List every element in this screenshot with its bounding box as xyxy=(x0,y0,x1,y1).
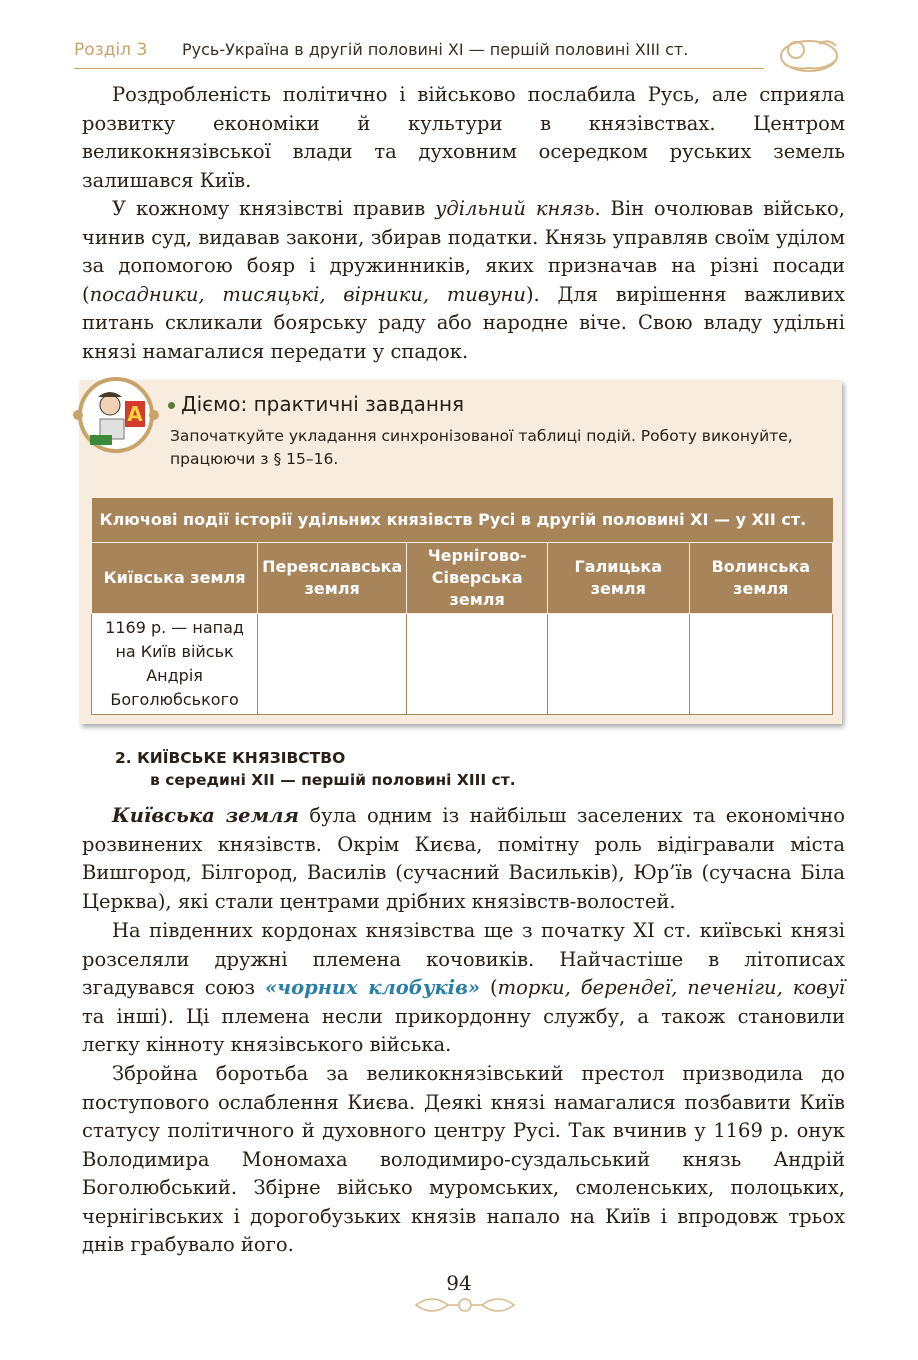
svg-text:А: А xyxy=(127,402,143,426)
practical-task-title: Діємо: практичні завдання xyxy=(168,392,464,416)
table-row xyxy=(92,614,833,715)
section-subtitle: в середині XII — першій половині XIII ст. xyxy=(150,771,516,789)
chapter-title: Русь-Україна в другій половині XI — першій половині XIII ст. xyxy=(182,40,689,59)
term-tribes: торки, берендеї, печеніги, ковуї xyxy=(497,976,845,999)
running-header xyxy=(74,38,844,70)
table-caption: Ключові події історії удільних князівств Русі в другій половині XI — у XII ст. xyxy=(92,498,833,543)
column-header-volyn: Волинська земля xyxy=(689,543,832,614)
section-title: 2. КИЇВСЬКЕ КНЯЗІВСТВО xyxy=(115,749,346,767)
chapter-label: Розділ 3 xyxy=(74,40,148,60)
footer-ornament-icon xyxy=(412,1290,518,1320)
synchronized-events-table xyxy=(91,498,833,715)
column-header-halych: Галицька земля xyxy=(548,543,690,614)
column-header-chernihiv-siverskyi: Чернігово-Сіверська земля xyxy=(407,543,548,614)
practical-task-badge-icon xyxy=(70,375,162,457)
table-cell: 1169 р. — напад на Київ військ Андрія Боголюбського xyxy=(92,614,258,715)
paragraph-appanage-prince: У кожному князівстві правив удільний князь. Він очолював військо, чинив суд, видавав закони, збирав податки. Князь управляв своїм уділом за допомогою бояр і дружинників, яких призначав на різні посади (посадники, тисяцькі, вірники, тивуни). Для вирішення важливих питань скликали боярську раду або народне віче. Свою владу удільні князі намагалися передати у спадок. xyxy=(82,197,845,363)
column-header-pereiaslav: Переяславська земля xyxy=(258,543,407,614)
page-number: 94 xyxy=(446,1271,472,1295)
table-cell xyxy=(689,614,832,715)
section-heading xyxy=(115,747,516,791)
bullet-icon xyxy=(168,402,175,409)
term-udilnyi-kniaz: удільний князь xyxy=(435,197,595,220)
header-rule xyxy=(74,68,764,69)
paragraph-struggle-for-throne: Збройна боротьба за великокнязівський престол призводила до поступового ослаблення Києва. Деякі князі намагалися позбавити Київ статусу політичного й духовного центру Русі. Так вчинив у 1169 р. онук Володимира Мономаха володимиро-суздальський князь Андрій Боголюбський. Збірне військо муромських, смоленських, полоцьких, чернігівських і дорогобузьких князів напало на Київ і впродовж трьох днів грабувало його. xyxy=(82,1062,845,1256)
paragraph-fragmentation: Роздробленість політично і військово послабила Русь, але сприяла розвитку економіки й культури в князівствах. Центром великокнязівської влади та духовним осередком руських земель залишався Київ. xyxy=(82,83,845,192)
column-header-kyiv: Київська земля xyxy=(92,543,258,614)
table-cell xyxy=(407,614,548,715)
table-cell xyxy=(258,614,407,715)
term-kyivska-zemlia: Київська земля xyxy=(112,804,299,827)
table-cell xyxy=(548,614,690,715)
lion-ornament-icon xyxy=(774,30,844,76)
paragraph-kyiv-land: Київська земля була одним із найбільш заселених та економічно розвинених князівств. Окрім Києва, помітну роль відігравали міста Вишгород, Білгород, Василів (сучасний Васильків), Юр’їв (сучасна Біла Церква), які стали центрами дрібних князівств-волостей. xyxy=(82,804,846,913)
term-chorni-klobuky: «чорних клобуків» xyxy=(264,976,481,999)
paragraph-nomads: На південних кордонах князівства ще з початку XI ст. київські князі розселяли дружні племена кочовиків. Найчастіше в літописах згадувався союз «чорних клобуків» (торки, берендеї, печеніги, ковуї та інші). Ці племена несли прикордонну службу, а також становили легку кінноту князівського війська. xyxy=(82,919,845,1056)
practical-task-text: Започаткуйте укладання синхронізованої таблиці подій. Роботу виконуйте, працюючи з § 15–16. xyxy=(170,427,793,468)
term-officials: посадники, тисяцькі, вірники, тивуни xyxy=(89,282,526,306)
